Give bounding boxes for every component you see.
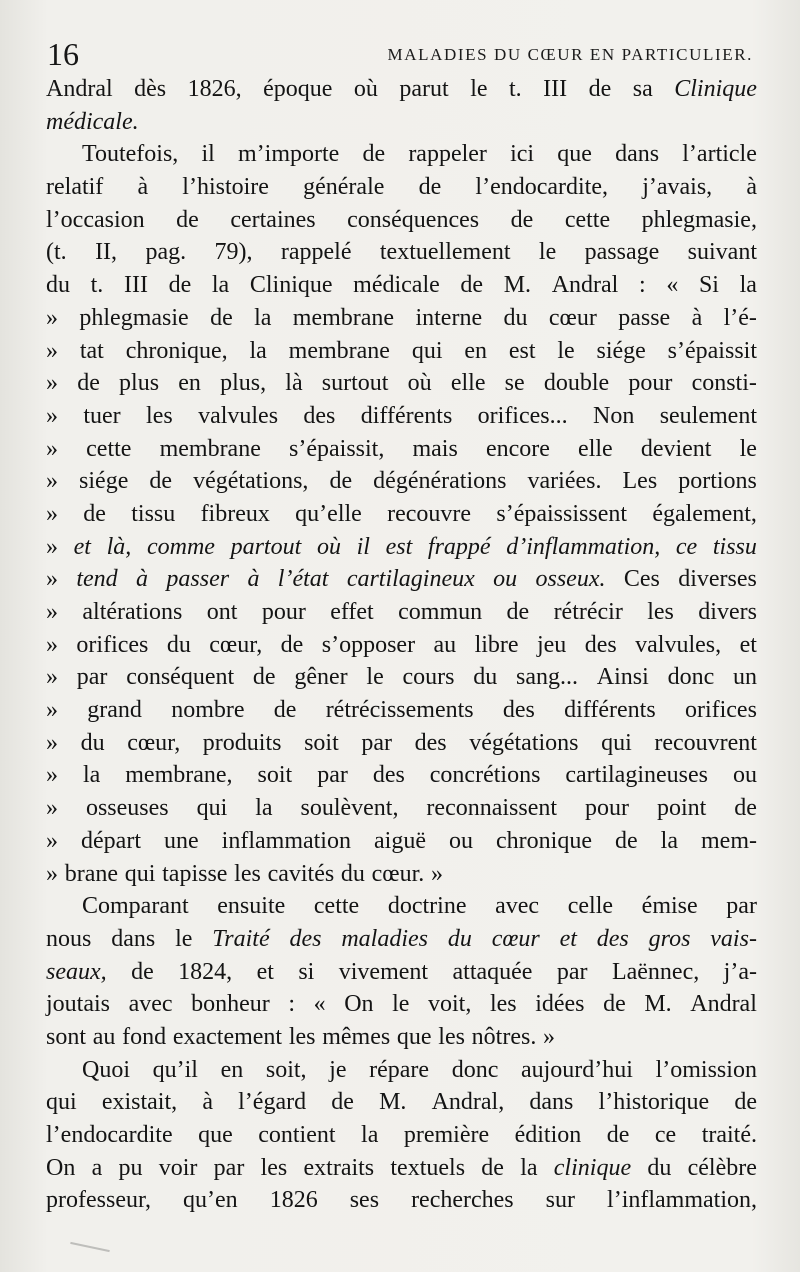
page-smudge <box>70 1242 110 1252</box>
text-line: Andral dès 1826, époque où parut le t. III de sa Clinique <box>46 76 757 102</box>
body-text <box>46 73 757 1217</box>
text-line: nous dans le Traité des maladies du cœur et des gros vais- <box>46 925 757 952</box>
text-line: joutais avec bonheur : « On le voit, les idées de M. Andral <box>46 991 757 1018</box>
running-head: MALADIES DU CŒUR EN PARTICULIER. <box>387 45 753 64</box>
text-line: du t. III de la Clinique médicale de M. Andral : « Si la <box>46 272 757 299</box>
text-line: seaux, de 1824, et si vivement attaquée par Laënnec, j’a- <box>46 958 757 985</box>
text-line: » tuer les valvules des différents orifices... Non seulement <box>46 402 757 429</box>
text-line: » de tissu fibreux qu’elle recouvre s’épaississent également, <box>46 500 757 527</box>
text-line: (t. II, pag. 79), rappelé textuellement le passage suivant <box>46 239 757 266</box>
text-line: On a pu voir par les extraits textuels de la clinique du célèbre <box>46 1154 757 1181</box>
text-line: Comparant ensuite cette doctrine avec celle émise par <box>82 893 757 920</box>
page-header <box>47 34 753 74</box>
text-line: » départ une inflammation aiguë ou chronique de la mem- <box>46 827 757 854</box>
page-number: 16 <box>47 36 79 72</box>
text-line: l’endocardite que contient la première édition de ce traité. <box>46 1122 757 1148</box>
text-line: » la membrane, soit par des concrétions cartilagineuses ou <box>46 762 757 789</box>
text-line: » cette membrane s’épaissit, mais encore elle devient le <box>46 435 757 462</box>
text-line: » siége de végétations, de dégénérations variées. Les portions <box>46 468 757 495</box>
text-line: » phlegmasie de la membrane interne du cœur passe à l’é- <box>46 304 757 331</box>
text-line: » osseuses qui la soulèvent, reconnaissent pour point de <box>46 795 757 822</box>
text-line: qui existait, à l’égard de M. Andral, dans l’historique de <box>46 1089 757 1116</box>
text-line: Quoi qu’il en soit, je répare donc aujourd’hui l’omission <box>82 1056 757 1083</box>
text-line: Toutefois, il m’importe de rappeler ici que dans l’article <box>82 141 757 168</box>
text-line: » orifices du cœur, de s’opposer au libre jeu des valvules, et <box>46 631 757 658</box>
text-line: » par conséquent de gêner le cours du sang... Ainsi donc un <box>46 664 757 691</box>
text-line: » altérations ont pour effet commun de rétrécir les divers <box>46 599 757 625</box>
text-line: » et là, comme partout où il est frappé d’inflammation, ce tissu <box>46 533 757 560</box>
text-line: » tend à passer à l’état cartilagineux ou osseux. Ces diverses <box>46 566 757 593</box>
text-line: » du cœur, produits soit par des végétations qui recouvrent <box>46 729 757 756</box>
text-line: professeur, qu’en 1826 ses recherches sur l’inflammation, <box>46 1187 757 1214</box>
text-line: médicale. <box>46 108 139 135</box>
text-line: » tat chronique, la membrane qui en est le siége s’épaissit <box>46 337 757 364</box>
text-line: » grand nombre de rétrécissements des différents orifices <box>46 697 757 724</box>
text-line: » de plus en plus, là surtout où elle se double pour consti- <box>46 370 757 397</box>
text-line: relatif à l’histoire générale de l’endocardite, j’avais, à <box>46 174 757 201</box>
text-line: sont au fond exactement les mêmes que les nôtres. » <box>46 1023 556 1050</box>
text-line: » brane qui tapisse les cavités du cœur. » <box>46 860 444 887</box>
text-line: l’occasion de certaines conséquences de cette phlegmasie, <box>46 206 757 233</box>
